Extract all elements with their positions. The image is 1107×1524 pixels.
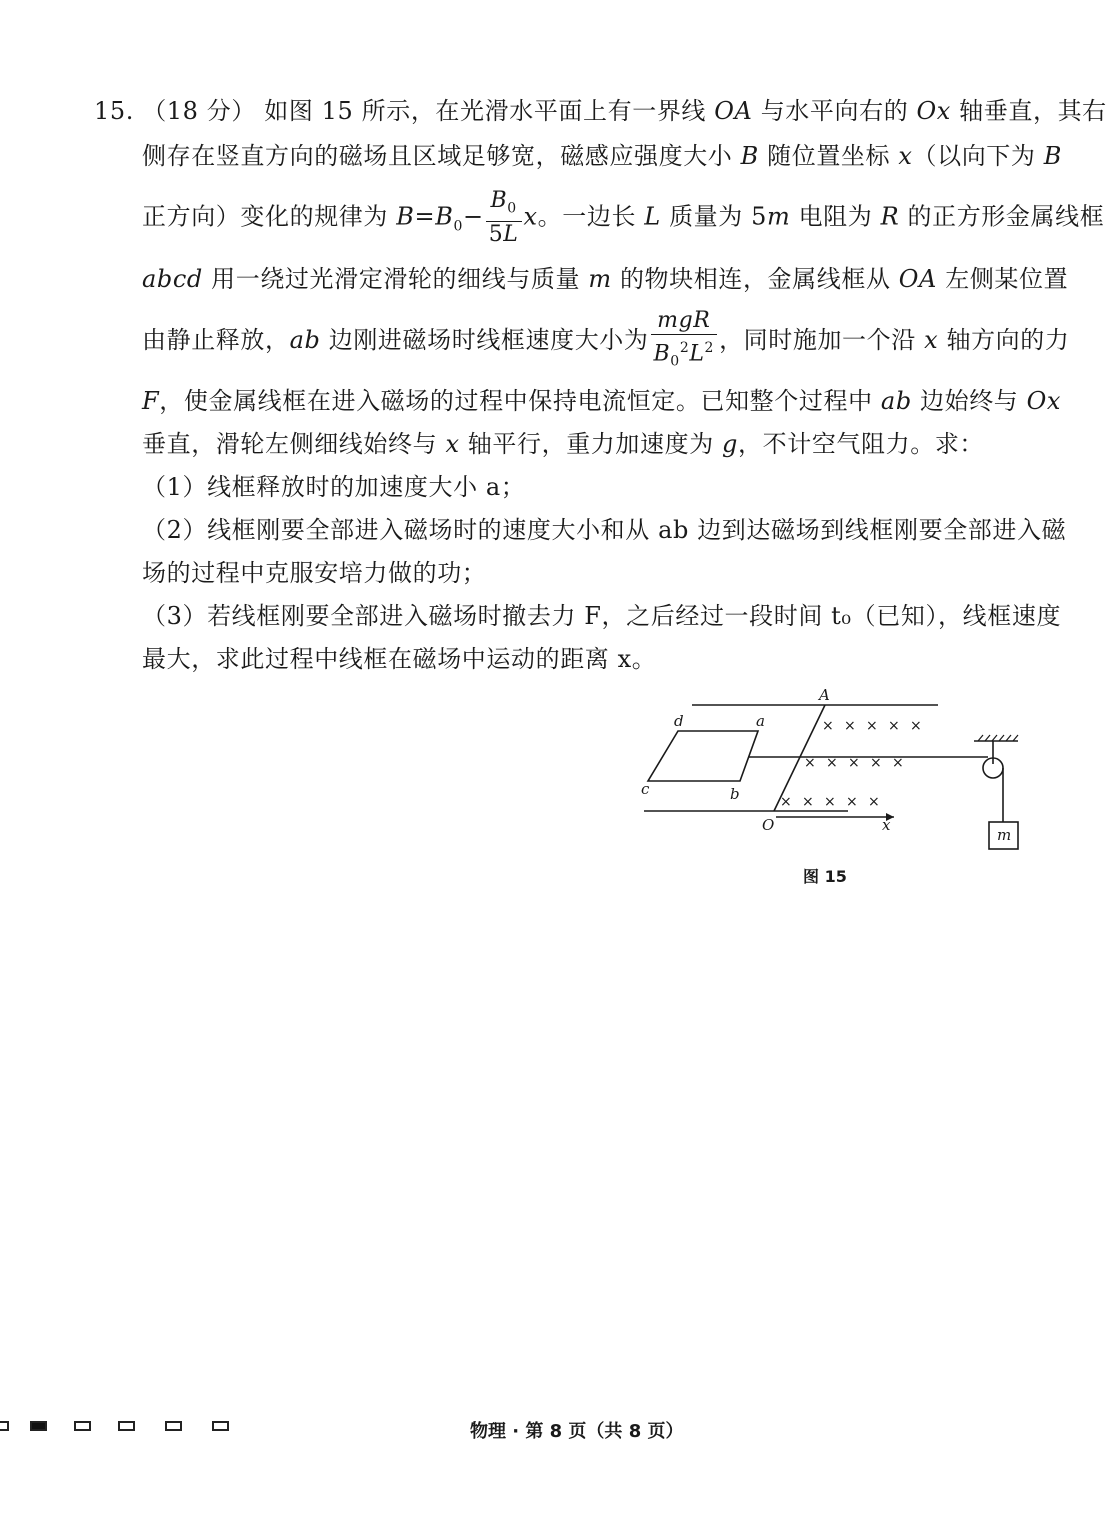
fraction-mgr: $\frac{\text{mgR}}{B_0^2L^2}$ [651, 308, 718, 375]
question-line-2: 侧存在竖直方向的磁场且区域足够宽，磁感应强度大小 B 随位置坐标 x（以向下为 B [142, 142, 1062, 170]
label-x: x [882, 816, 891, 834]
page-marker [118, 1421, 135, 1431]
subquestion-2-cont: 场的过程中克服安培力做的功； [142, 559, 487, 587]
field-cross: × [822, 718, 834, 734]
question-line-4: abcd 用一绕过光滑定滑轮的细线与质量 m 的物块相连，金属线框从 OA 左侧某位置 [142, 265, 1069, 293]
field-cross: × [802, 794, 814, 810]
question-number: 15. [94, 97, 134, 125]
magnetic-field-crosses [780, 718, 922, 810]
label-O: O [762, 816, 775, 834]
field-cross: × [910, 718, 922, 734]
wire-frame-abcd [648, 731, 758, 781]
field-cross: × [868, 794, 880, 810]
field-cross: × [892, 755, 904, 771]
field-cross: × [844, 718, 856, 734]
field-cross: × [824, 794, 836, 810]
subquestion-3-cont: 最大，求此过程中线框在磁场中运动的距离 x。 [142, 645, 657, 673]
subquestion-1: （1）线框释放时的加速度大小 a； [142, 473, 526, 501]
page-footer: 物理 · 第 8 页（共 8 页） [470, 1421, 684, 1442]
question-text-1: 如图 15 所示，在光滑水平面上有一界线 OA 与水平向右的 Ox 轴垂直，其右 [264, 97, 1107, 125]
page-marker-filled [30, 1421, 47, 1431]
question-line-3: 正方向）变化的规律为 $B=B_0-$ $\frac{B_0}{5L}$ x。一边长 L 质量为 5m 电阻为 R 的正方形金属线框 [142, 188, 1105, 248]
question-line-6: F，使金属线框在进入磁场的过程中保持电流恒定。已知整个过程中 ab 边始终与 Ox [142, 387, 1062, 415]
label-c: c [641, 780, 650, 798]
question-line-1 [94, 96, 1107, 126]
question-line-7: 垂直，滑轮左侧细线始终与 x 轴平行，重力加速度为 g，不计空气阻力。求： [142, 430, 985, 458]
page-marker [212, 1421, 229, 1431]
figure-15-diagram [628, 684, 1028, 859]
question-points: （18 分） [142, 97, 256, 125]
field-cross: × [780, 794, 792, 810]
label-m: m [997, 826, 1012, 844]
fraction-b0-5l: $\frac{B_0}{5L}$ [486, 188, 522, 248]
subquestion-2: （2）线框刚要全部进入磁场时的速度大小和从 ab 边到达磁场到线框刚要全部进入磁 [142, 516, 1067, 544]
field-cross: × [888, 718, 900, 734]
figure-caption: 图 15 [803, 867, 847, 886]
field-cross: × [826, 755, 838, 771]
page-marker [74, 1421, 91, 1431]
question-line-5: 由静止释放，ab 边刚进磁场时线框速度大小为 $\frac{\text{mgR}}{B_0^2L^2}$ ，同时施加一个沿 x 轴方向的力 [142, 308, 1069, 375]
label-d: d [674, 712, 684, 730]
subquestion-3: （3）若线框刚要全部进入磁场时撤去力 F，之后经过一段时间 t₀（已知），线框速度 [142, 602, 1062, 630]
page-marker [0, 1421, 9, 1431]
page-marker [165, 1421, 182, 1431]
field-cross: × [870, 755, 882, 771]
label-a: a [756, 712, 765, 730]
field-cross: × [866, 718, 878, 734]
field-cross: × [846, 794, 858, 810]
field-cross: × [848, 755, 860, 771]
label-A: A [819, 686, 830, 704]
label-b: b [730, 785, 740, 803]
field-cross: × [804, 755, 816, 771]
